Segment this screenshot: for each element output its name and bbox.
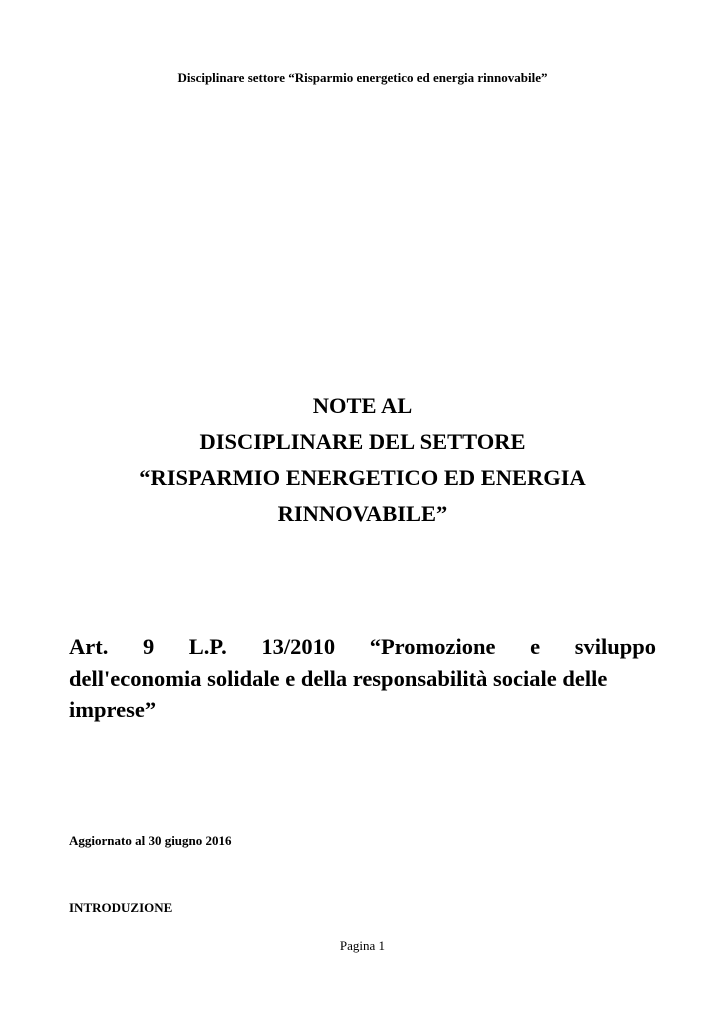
article-word: sviluppo [574,634,656,659]
article-word: L.P. [188,634,227,659]
article-heading [69,631,656,726]
article-word: Art. [69,634,109,659]
title-line-2: DISCIPLINARE DEL SETTORE [199,429,526,454]
article-line-1 [69,631,656,663]
article-line-3: imprese” [69,697,157,722]
section-heading-introduzione: INTRODUZIONE [69,900,173,915]
article-word: 9 [142,634,155,659]
running-header: Disciplinare settore “Risparmio energetico ed energia rinnovabile” [177,70,548,85]
title-line-1: NOTE AL [312,393,413,418]
article-word: 13/2010 [261,634,336,659]
updated-date: Aggiornato al 30 giugno 2016 [69,833,232,848]
title-line-4: RINNOVABILE” [277,501,448,526]
document-title [60,388,665,532]
article-word: “Promozione [369,634,496,659]
page-number: Pagina 1 [339,938,386,953]
article-line-2: dell'economia solidale e della responsabilità sociale delle [69,665,608,691]
title-line-3: “RISPARMIO ENERGETICO ED ENERGIA [139,465,586,490]
article-word: e [530,634,541,659]
